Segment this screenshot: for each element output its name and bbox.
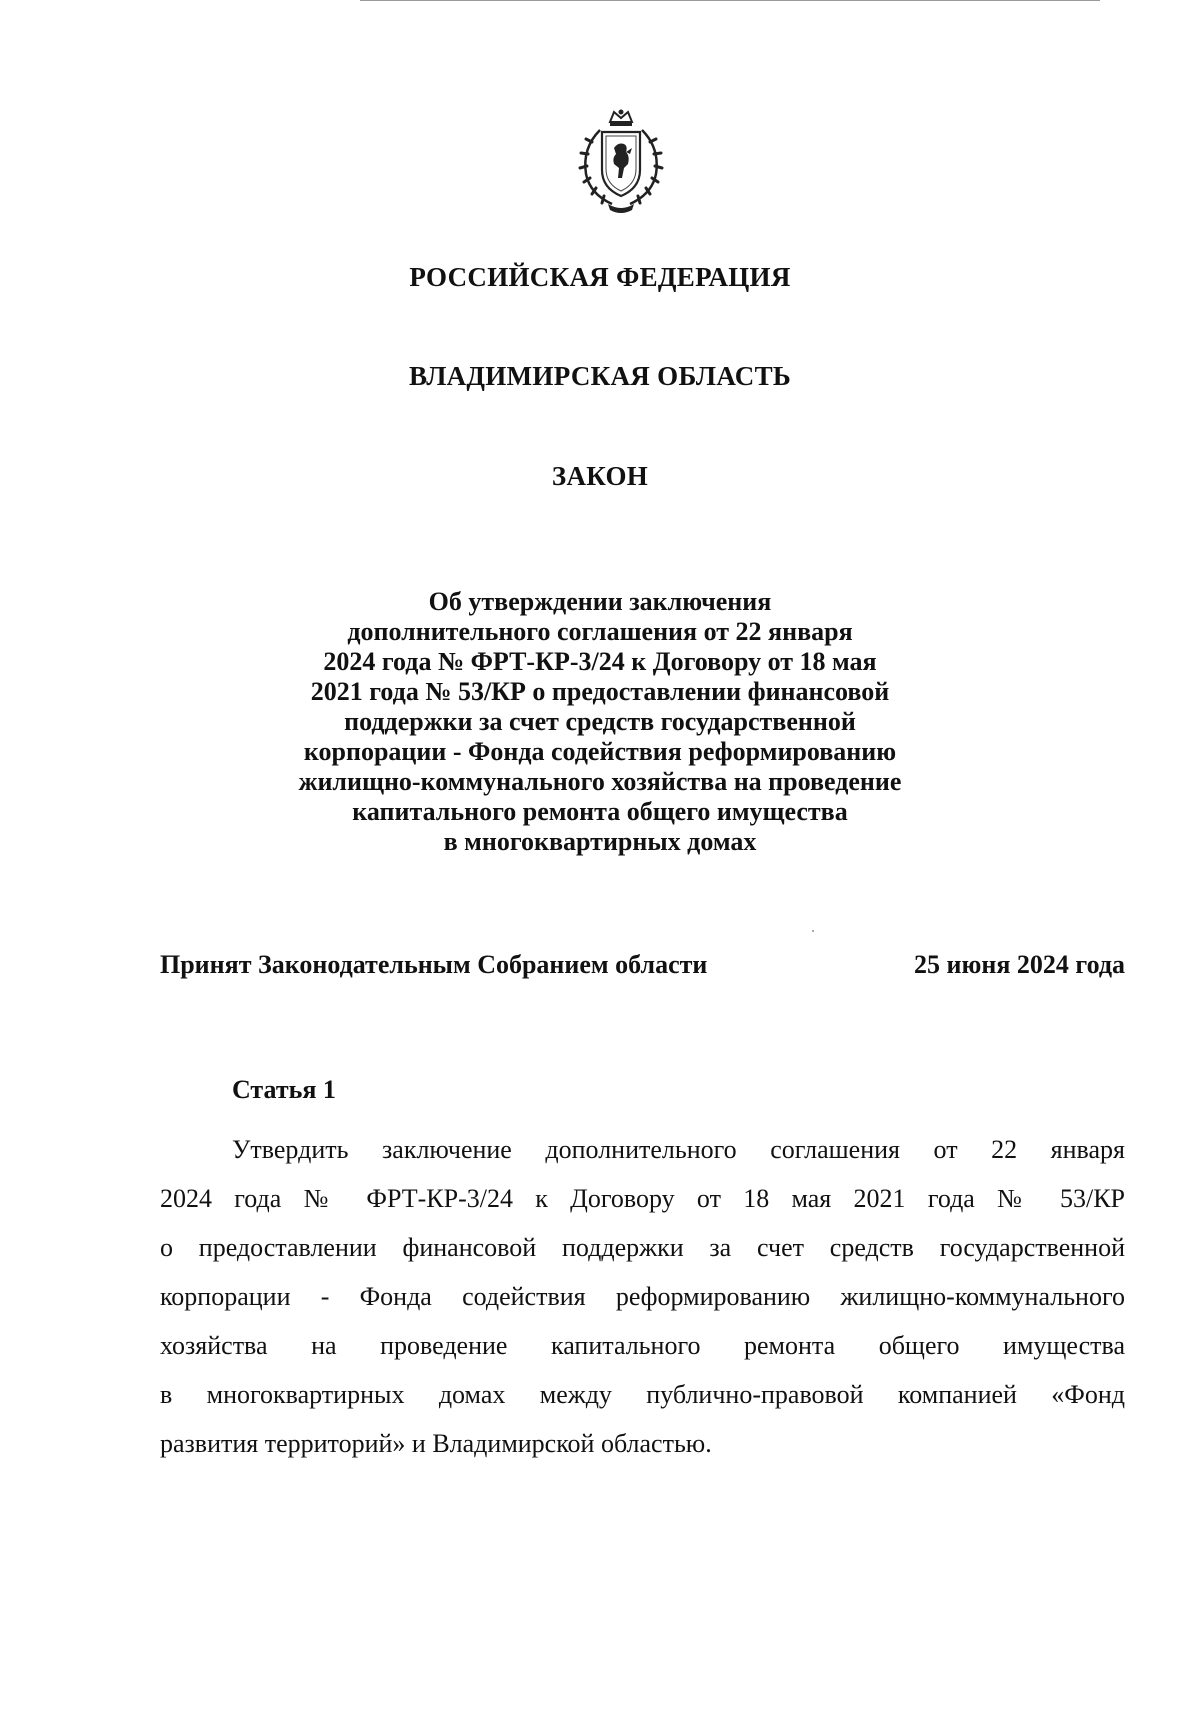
country-heading: РОССИЙСКАЯ ФЕДЕРАЦИЯ (409, 262, 791, 292)
law-title-line: 2021 года № 53/КР о предоставлении финансовой (310, 677, 890, 706)
article-line: 2024 года № ФРТ-КР-3/24 к Договору от 18 мая 2021 года № 53/КР (160, 1184, 1125, 1213)
adoption-line (160, 950, 1125, 980)
law-title (200, 587, 1000, 857)
article-text (160, 1125, 1125, 1468)
law-title-line: в многоквартирных домах (443, 827, 757, 856)
top-border-line (360, 0, 1100, 1)
scan-speck (812, 930, 814, 932)
law-title-line: капитального ремонта общего имущества (352, 797, 848, 826)
coat-of-arms-icon (572, 108, 670, 214)
article-line: корпорации - Фонда содействия реформированию жилищно-коммунального (160, 1282, 1125, 1311)
article-line: развития территорий» и Владимирской областью. (160, 1429, 712, 1458)
article-heading: Статья 1 (232, 1075, 336, 1104)
law-title-line: дополнительного соглашения от 22 января (347, 617, 853, 646)
region-heading: ВЛАДИМИРСКАЯ ОБЛАСТЬ (408, 361, 792, 391)
document-type-heading: ЗАКОН (551, 461, 649, 491)
article-line: Утвердить заключение дополнительного соглашения от 22 января (232, 1135, 1125, 1164)
adoption-date: 25 июня 2024 года (914, 950, 1125, 979)
article-line: хозяйства на проведение капитального ремонта общего имущества (160, 1331, 1125, 1360)
article-line: о предоставлении финансовой поддержки за счет средств государственной (160, 1233, 1125, 1262)
law-title-line: корпорации - Фонда содействия реформированию (303, 737, 897, 766)
law-title-line: поддержки за счет средств государственной (344, 707, 856, 736)
law-title-line: жилищно-коммунального хозяйства на проведение (298, 767, 902, 796)
law-title-line: 2024 года № ФРТ-КР-3/24 к Договору от 18 мая (323, 647, 877, 676)
article-line: в многоквартирных домах между публично-правовой компанией «Фонд (160, 1380, 1125, 1409)
adopted-by: Принят Законодательным Собранием области (160, 950, 708, 979)
law-title-line: Об утверждении заключения (428, 587, 772, 616)
